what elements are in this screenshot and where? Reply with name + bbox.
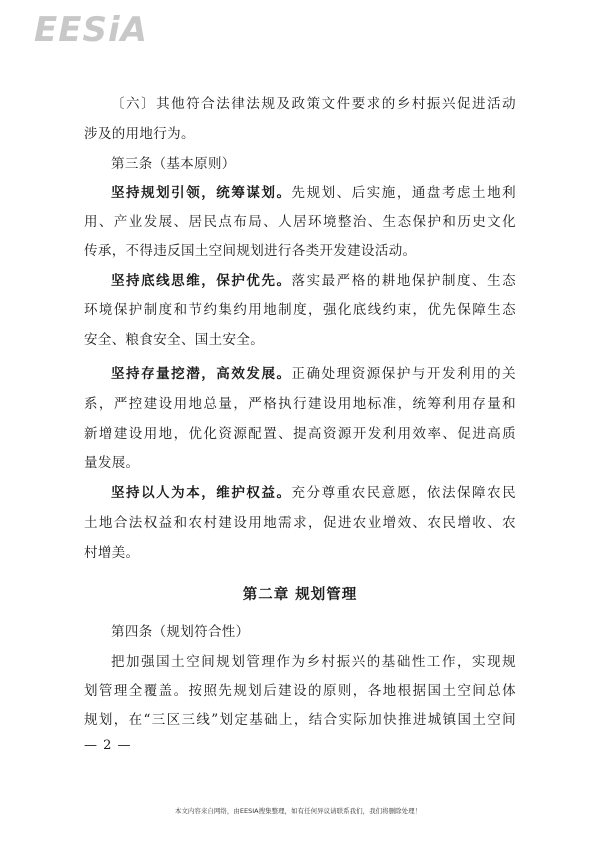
eesia-logo: EESiA bbox=[34, 10, 148, 50]
article-4-title: 第四条（规划符合性） bbox=[111, 624, 250, 640]
text-line: 把加强国土空间规划管理作为乡村振兴的基础性工作，实现规 bbox=[111, 654, 516, 670]
principle-4-text: 充分尊重农民意愿，依法保障农民 bbox=[291, 485, 516, 501]
principle-3-heading: 坚持存量挖潜，高效发展。 bbox=[111, 366, 292, 382]
article-3-title: 第三条（基本原则） bbox=[111, 156, 236, 172]
principle-1 bbox=[84, 184, 516, 202]
text-line: 用、产业发展、居民点布局、人居环境整治、生态保护和历史文化 bbox=[84, 214, 516, 230]
principle-2 bbox=[84, 272, 516, 290]
page-number: — 2 — bbox=[84, 738, 132, 753]
text-line: 传承，不得违反国土空间规划进行各类开发建设活动。 bbox=[84, 243, 417, 259]
principle-1-text: 先规划、后实施，通盘考虑土地利 bbox=[291, 185, 516, 201]
principle-4 bbox=[84, 484, 516, 502]
text-line: 土地合法权益和农村建设用地需求，促进农业增效、农民增收、农 bbox=[84, 515, 516, 531]
text-line: 涉及的用地行为。 bbox=[84, 126, 195, 142]
text-line: 规划，在“三区三线”划定基础上，结合实际加快推进城镇国土空间 bbox=[84, 712, 516, 728]
text-line: 新增建设用地，优化资源配置、提高资源开发利用效率、促进高质 bbox=[84, 426, 516, 442]
text-line: 量发展。 bbox=[84, 455, 140, 471]
chapter-title: 第二章 规划管理 bbox=[242, 587, 358, 603]
text-line: 安全、粮食安全、国土安全。 bbox=[84, 332, 265, 348]
footer-notice: 本文内容来自网络，由EESIA搜集整理，如有任何异议请联系我们，我们将删除处理！ bbox=[174, 807, 422, 815]
text-line: 系，严控建设用地总量，严格执行建设用地标准，统筹利用存量和 bbox=[84, 396, 516, 412]
principle-1-heading: 坚持规划引领，统筹谋划。 bbox=[111, 185, 292, 201]
text-line: 环境保护制度和节约集约用地制度，强化底线约束，优先保障生态 bbox=[84, 302, 516, 318]
text-line: 划管理全覆盖。按照先规划后建设的原则，各地根据国土空间总体 bbox=[84, 683, 516, 699]
principle-2-heading: 坚持底线思维，保护优先。 bbox=[111, 273, 292, 289]
text-line: 〔六〕其他符合法律法规及政策文件要求的乡村振兴促进活动 bbox=[111, 96, 516, 112]
principle-4-heading: 坚持以人为本，维护权益。 bbox=[111, 485, 292, 501]
principle-2-text: 落实最严格的耕地保护制度、生态 bbox=[291, 273, 516, 289]
principle-3-text: 正确处理资源保护与开发利用的关 bbox=[291, 366, 516, 382]
principle-3 bbox=[84, 365, 516, 383]
text-line: 村增美。 bbox=[84, 545, 140, 561]
